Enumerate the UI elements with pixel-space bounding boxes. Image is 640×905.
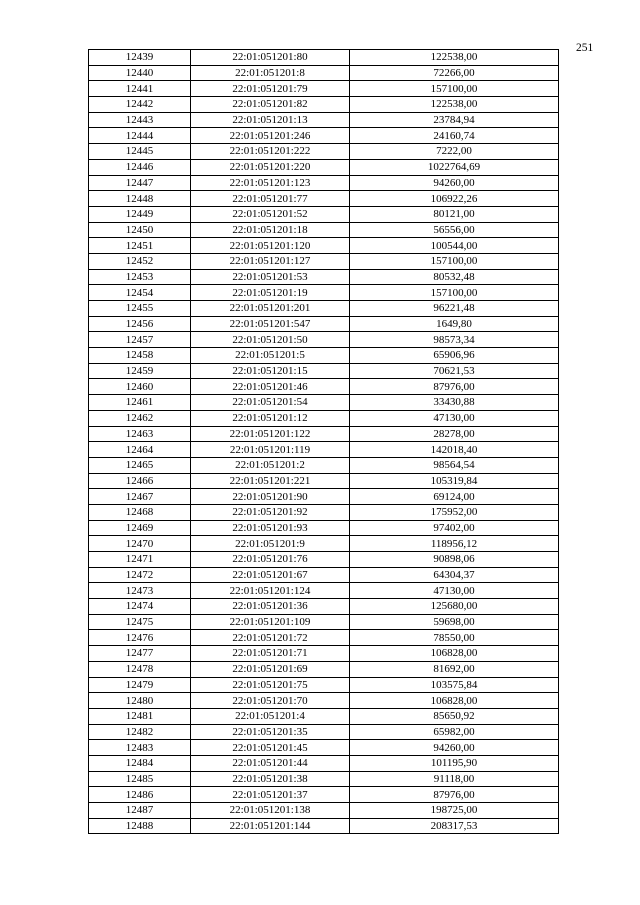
row-number-cell: 12464 <box>89 442 191 458</box>
row-number-cell: 12463 <box>89 426 191 442</box>
row-number-cell: 12486 <box>89 787 191 803</box>
cadastral-number-cell: 22:01:051201:35 <box>191 724 350 740</box>
table-row <box>89 410 559 426</box>
table-row <box>89 379 559 395</box>
cadastral-number-cell: 22:01:051201:119 <box>191 442 350 458</box>
value-cell: 1022764,69 <box>350 159 559 175</box>
table-body <box>89 50 559 834</box>
row-number-cell: 12446 <box>89 159 191 175</box>
row-number-cell: 12455 <box>89 301 191 317</box>
row-number-cell: 12473 <box>89 583 191 599</box>
cadastral-number-cell: 22:01:051201:45 <box>191 740 350 756</box>
value-cell: 24160,74 <box>350 128 559 144</box>
row-number-cell: 12443 <box>89 112 191 128</box>
row-number-cell: 12483 <box>89 740 191 756</box>
value-cell: 106922,26 <box>350 191 559 207</box>
cadastral-number-cell: 22:01:051201:138 <box>191 803 350 819</box>
table-row <box>89 128 559 144</box>
value-cell: 91118,00 <box>350 771 559 787</box>
cadastral-number-cell: 22:01:051201:124 <box>191 583 350 599</box>
table-row <box>89 677 559 693</box>
table-row <box>89 567 559 583</box>
value-cell: 101195,90 <box>350 755 559 771</box>
row-number-cell: 12454 <box>89 285 191 301</box>
value-cell: 80121,00 <box>350 206 559 222</box>
cadastral-number-cell: 22:01:051201:5 <box>191 348 350 364</box>
row-number-cell: 12470 <box>89 536 191 552</box>
row-number-cell: 12440 <box>89 65 191 81</box>
cadastral-number-cell: 22:01:051201:82 <box>191 97 350 113</box>
cadastral-number-cell: 22:01:051201:37 <box>191 787 350 803</box>
table-row <box>89 489 559 505</box>
row-number-cell: 12482 <box>89 724 191 740</box>
row-number-cell: 12445 <box>89 144 191 160</box>
cadastral-number-cell: 22:01:051201:44 <box>191 755 350 771</box>
row-number-cell: 12468 <box>89 504 191 520</box>
cadastral-number-cell: 22:01:051201:127 <box>191 253 350 269</box>
row-number-cell: 12444 <box>89 128 191 144</box>
cadastral-number-cell: 22:01:051201:46 <box>191 379 350 395</box>
row-number-cell: 12471 <box>89 552 191 568</box>
value-cell: 94260,00 <box>350 175 559 191</box>
cadastral-number-cell: 22:01:051201:12 <box>191 410 350 426</box>
row-number-cell: 12448 <box>89 191 191 207</box>
row-number-cell: 12456 <box>89 316 191 332</box>
value-cell: 59698,00 <box>350 614 559 630</box>
table-row <box>89 81 559 97</box>
row-number-cell: 12460 <box>89 379 191 395</box>
table-row <box>89 426 559 442</box>
value-cell: 157100,00 <box>350 285 559 301</box>
table-row <box>89 693 559 709</box>
page-number: 251 <box>576 42 594 54</box>
value-cell: 103575,84 <box>350 677 559 693</box>
value-cell: 80532,48 <box>350 269 559 285</box>
row-number-cell: 12475 <box>89 614 191 630</box>
value-cell: 142018,40 <box>350 442 559 458</box>
cadastral-number-cell: 22:01:051201:50 <box>191 332 350 348</box>
row-number-cell: 12449 <box>89 206 191 222</box>
table-row <box>89 646 559 662</box>
cadastral-number-cell: 22:01:051201:54 <box>191 395 350 411</box>
cadastral-number-cell: 22:01:051201:92 <box>191 504 350 520</box>
table-row <box>89 65 559 81</box>
cadastral-number-cell: 22:01:051201:120 <box>191 238 350 254</box>
row-number-cell: 12453 <box>89 269 191 285</box>
cadastral-number-cell: 22:01:051201:79 <box>191 81 350 97</box>
value-cell: 47130,00 <box>350 583 559 599</box>
row-number-cell: 12477 <box>89 646 191 662</box>
row-number-cell: 12462 <box>89 410 191 426</box>
value-cell: 98564,54 <box>350 457 559 473</box>
table-row <box>89 803 559 819</box>
table-row <box>89 159 559 175</box>
cadastral-number-cell: 22:01:051201:4 <box>191 708 350 724</box>
row-number-cell: 12459 <box>89 363 191 379</box>
value-cell: 106828,00 <box>350 646 559 662</box>
row-number-cell: 12457 <box>89 332 191 348</box>
value-cell: 78550,00 <box>350 630 559 646</box>
value-cell: 157100,00 <box>350 81 559 97</box>
cadastral-number-cell: 22:01:051201:8 <box>191 65 350 81</box>
row-number-cell: 12484 <box>89 755 191 771</box>
cadastral-number-cell: 22:01:051201:90 <box>191 489 350 505</box>
value-cell: 65982,00 <box>350 724 559 740</box>
table-row <box>89 614 559 630</box>
value-cell: 23784,94 <box>350 112 559 128</box>
row-number-cell: 12478 <box>89 661 191 677</box>
cadastral-number-cell: 22:01:051201:9 <box>191 536 350 552</box>
table-row <box>89 175 559 191</box>
cadastral-number-cell: 22:01:051201:80 <box>191 50 350 66</box>
cadastral-number-cell: 22:01:051201:547 <box>191 316 350 332</box>
table-row <box>89 269 559 285</box>
row-number-cell: 12469 <box>89 520 191 536</box>
cadastral-number-cell: 22:01:051201:221 <box>191 473 350 489</box>
value-cell: 87976,00 <box>350 379 559 395</box>
value-cell: 1649,80 <box>350 316 559 332</box>
table-row <box>89 740 559 756</box>
cadastral-number-cell: 22:01:051201:222 <box>191 144 350 160</box>
table-row <box>89 630 559 646</box>
value-cell: 157100,00 <box>350 253 559 269</box>
cadastral-number-cell: 22:01:051201:72 <box>191 630 350 646</box>
table-row <box>89 661 559 677</box>
value-cell: 122538,00 <box>350 97 559 113</box>
cadastral-number-cell: 22:01:051201:76 <box>191 552 350 568</box>
table-row <box>89 708 559 724</box>
row-number-cell: 12479 <box>89 677 191 693</box>
table-row <box>89 332 559 348</box>
value-cell: 28278,00 <box>350 426 559 442</box>
table-row <box>89 818 559 834</box>
row-number-cell: 12485 <box>89 771 191 787</box>
row-number-cell: 12439 <box>89 50 191 66</box>
row-number-cell: 12476 <box>89 630 191 646</box>
cadastral-number-cell: 22:01:051201:201 <box>191 301 350 317</box>
row-number-cell: 12441 <box>89 81 191 97</box>
value-cell: 81692,00 <box>350 661 559 677</box>
table-row <box>89 473 559 489</box>
row-number-cell: 12488 <box>89 818 191 834</box>
value-cell: 70621,53 <box>350 363 559 379</box>
value-cell: 100544,00 <box>350 238 559 254</box>
value-cell: 69124,00 <box>350 489 559 505</box>
value-cell: 56556,00 <box>350 222 559 238</box>
cadastral-number-cell: 22:01:051201:71 <box>191 646 350 662</box>
value-cell: 175952,00 <box>350 504 559 520</box>
row-number-cell: 12442 <box>89 97 191 113</box>
row-number-cell: 12467 <box>89 489 191 505</box>
table-row <box>89 755 559 771</box>
table-row <box>89 599 559 615</box>
table-row <box>89 457 559 473</box>
table-row <box>89 238 559 254</box>
cadastral-number-cell: 22:01:051201:75 <box>191 677 350 693</box>
row-number-cell: 12472 <box>89 567 191 583</box>
parcel-value-table <box>88 49 559 834</box>
table-row <box>89 301 559 317</box>
table-row <box>89 395 559 411</box>
table-row <box>89 97 559 113</box>
value-cell: 7222,00 <box>350 144 559 160</box>
cadastral-number-cell: 22:01:051201:93 <box>191 520 350 536</box>
cadastral-number-cell: 22:01:051201:77 <box>191 191 350 207</box>
cadastral-number-cell: 22:01:051201:70 <box>191 693 350 709</box>
row-number-cell: 12447 <box>89 175 191 191</box>
value-cell: 72266,00 <box>350 65 559 81</box>
cadastral-number-cell: 22:01:051201:38 <box>191 771 350 787</box>
value-cell: 96221,48 <box>350 301 559 317</box>
row-number-cell: 12480 <box>89 693 191 709</box>
table-row <box>89 552 559 568</box>
value-cell: 122538,00 <box>350 50 559 66</box>
value-cell: 105319,84 <box>350 473 559 489</box>
table-row <box>89 222 559 238</box>
value-cell: 97402,00 <box>350 520 559 536</box>
row-number-cell: 12458 <box>89 348 191 364</box>
row-number-cell: 12450 <box>89 222 191 238</box>
cadastral-number-cell: 22:01:051201:53 <box>191 269 350 285</box>
row-number-cell: 12461 <box>89 395 191 411</box>
row-number-cell: 12487 <box>89 803 191 819</box>
value-cell: 64304,37 <box>350 567 559 583</box>
table-row <box>89 787 559 803</box>
table-row <box>89 724 559 740</box>
table-row <box>89 442 559 458</box>
table-row <box>89 363 559 379</box>
table-row <box>89 144 559 160</box>
value-cell: 94260,00 <box>350 740 559 756</box>
cadastral-number-cell: 22:01:051201:123 <box>191 175 350 191</box>
cadastral-number-cell: 22:01:051201:13 <box>191 112 350 128</box>
table-row <box>89 536 559 552</box>
cadastral-number-cell: 22:01:051201:19 <box>191 285 350 301</box>
cadastral-number-cell: 22:01:051201:52 <box>191 206 350 222</box>
table-row <box>89 191 559 207</box>
table-row <box>89 285 559 301</box>
row-number-cell: 12466 <box>89 473 191 489</box>
value-cell: 33430,88 <box>350 395 559 411</box>
table-row <box>89 112 559 128</box>
value-cell: 65906,96 <box>350 348 559 364</box>
row-number-cell: 12452 <box>89 253 191 269</box>
value-cell: 118956,12 <box>350 536 559 552</box>
row-number-cell: 12481 <box>89 708 191 724</box>
row-number-cell: 12474 <box>89 599 191 615</box>
cadastral-number-cell: 22:01:051201:67 <box>191 567 350 583</box>
value-cell: 87976,00 <box>350 787 559 803</box>
value-cell: 90898,06 <box>350 552 559 568</box>
cadastral-number-cell: 22:01:051201:69 <box>191 661 350 677</box>
table-row <box>89 50 559 66</box>
table-row <box>89 206 559 222</box>
cadastral-number-cell: 22:01:051201:246 <box>191 128 350 144</box>
table-row <box>89 583 559 599</box>
value-cell: 98573,34 <box>350 332 559 348</box>
table-row <box>89 316 559 332</box>
value-cell: 198725,00 <box>350 803 559 819</box>
cadastral-number-cell: 22:01:051201:18 <box>191 222 350 238</box>
table-row <box>89 771 559 787</box>
cadastral-number-cell: 22:01:051201:122 <box>191 426 350 442</box>
table-row <box>89 253 559 269</box>
cadastral-number-cell: 22:01:051201:15 <box>191 363 350 379</box>
value-cell: 208317,53 <box>350 818 559 834</box>
cadastral-number-cell: 22:01:051201:36 <box>191 599 350 615</box>
table-row <box>89 520 559 536</box>
row-number-cell: 12465 <box>89 457 191 473</box>
value-cell: 125680,00 <box>350 599 559 615</box>
row-number-cell: 12451 <box>89 238 191 254</box>
value-cell: 85650,92 <box>350 708 559 724</box>
cadastral-number-cell: 22:01:051201:220 <box>191 159 350 175</box>
value-cell: 47130,00 <box>350 410 559 426</box>
value-cell: 106828,00 <box>350 693 559 709</box>
table-row <box>89 504 559 520</box>
cadastral-number-cell: 22:01:051201:2 <box>191 457 350 473</box>
table-row <box>89 348 559 364</box>
cadastral-number-cell: 22:01:051201:109 <box>191 614 350 630</box>
cadastral-number-cell: 22:01:051201:144 <box>191 818 350 834</box>
